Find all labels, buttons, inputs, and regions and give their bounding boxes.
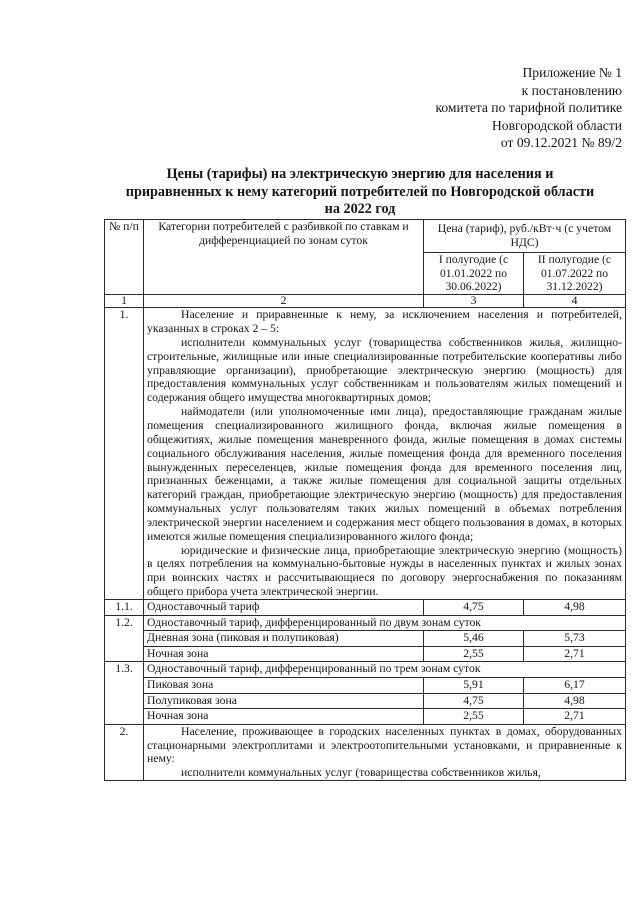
section-2-row — [105, 724, 626, 780]
section-1-row — [105, 308, 626, 600]
appendix-line: Новгородской области — [491, 117, 622, 133]
section-2-num: 2. — [105, 724, 144, 780]
zone-price-2: 6,17 — [524, 677, 626, 693]
section-1-paragraph: наймодатели (или уполномоченные ими лица), предоставляющие гражданам жилые помещения специализированного жилищного фонда, включая жилые помещения в общежитиях, жилые помещения маневренного фонда, жилые помещения в домах системы социального обслуживания населения, жилые помещения фонда для временного поселения вынужденных переселенцев, жилые помещения фонда для временного поселения лиц, признанных беженцами, а также жилые помещения для социальной защиты отдельных категорий граждан, приобретающие электрическую энергию (мощность) для предоставления коммунальных услуг пользователям таких жилых помещений в объемах потребления электрической энергии населением и содержания мест общего пользования в домах, в которых имеются жилые помещения специализированного жилого фонда; — [147, 405, 622, 543]
row-1-1-price-2: 4,98 — [524, 599, 626, 615]
zone-price-2: 4,98 — [524, 693, 626, 709]
row-1-1 — [105, 599, 626, 615]
column-number: 1 — [105, 295, 144, 308]
appendix-line: от 09.12.2021 № 89/2 — [500, 135, 622, 151]
header-price: Цена (тариф), руб./кВт·ч (с учетом НДС) — [424, 220, 626, 253]
column-numbers-row — [105, 295, 626, 308]
zone-row — [105, 677, 626, 693]
document-title — [96, 166, 624, 219]
tariff-table — [104, 219, 626, 781]
row-1-1-num: 1.1. — [105, 599, 144, 615]
zone-label: Дневная зона (пиковая и полупиковая) — [144, 631, 424, 647]
title-line: приравненных к нему категорий потребителей по Новгородской области — [125, 183, 595, 200]
appendix-line: Приложение № 1 — [522, 65, 622, 80]
zone-price-1: 2,55 — [424, 709, 524, 725]
row-1-2 — [105, 615, 626, 631]
row-1-2-label: Одноставочный тариф, дифференцированный по двум зонам суток — [144, 615, 626, 631]
appendix-block — [362, 64, 622, 152]
column-number: 4 — [524, 295, 626, 308]
section-2-text — [144, 724, 626, 780]
zone-price-1: 4,75 — [424, 693, 524, 709]
zone-price-1: 2,55 — [424, 646, 524, 662]
zone-price-2: 2,71 — [524, 646, 626, 662]
zone-row — [105, 631, 626, 647]
section-1-text — [144, 308, 626, 600]
zone-label: Ночная зона — [144, 709, 424, 725]
row-1-1-label: Одноставочный тариф — [144, 599, 424, 615]
zone-label: Пиковая зона — [144, 677, 424, 693]
row-1-3-num: 1.3. — [105, 662, 144, 724]
row-1-1-price-1: 4,75 — [424, 599, 524, 615]
section-1-paragraph: юридические и физические лица, приобретающие электрическую энергию (мощность) в целях потребления на коммунально-бытовые нужды в населенных пунктах и жилых зонах при воинских частях и рассчитывающиеся по договору энергоснабжения по показаниям общего прибора учета электрической энергии. — [147, 543, 622, 599]
row-1-3 — [105, 662, 626, 678]
zone-price-2: 2,71 — [524, 709, 626, 725]
column-number: 3 — [424, 295, 524, 308]
zone-row — [105, 709, 626, 725]
zone-label: Ночная зона — [144, 646, 424, 662]
section-2-paragraph: исполнители коммунальных услуг (товарищества собственников жилья, — [181, 766, 541, 780]
zone-price-1: 5,46 — [424, 631, 524, 647]
header-period-2: II полугодие (с 01.07.2022 по 31.12.2022) — [524, 252, 626, 295]
appendix-line: комитета по тарифной политике — [435, 100, 622, 116]
title-line: Цены (тарифы) на электрическую энергию для населения и — [166, 166, 554, 182]
zone-row — [105, 693, 626, 709]
section-2-paragraph: Население, проживающее в городских населенных пунктах в домах, оборудованных стационарными электроплитами и электроотопительными установками, и приравненные к нему: — [147, 724, 622, 766]
zone-row — [105, 646, 626, 662]
title-line: на 2022 год — [324, 201, 396, 217]
column-number: 2 — [144, 295, 424, 308]
section-1-num: 1. — [105, 308, 144, 600]
header-period-1: I полугодие (с 01.01.2022 по 30.06.2022) — [424, 252, 524, 295]
row-1-3-label: Одноставочный тариф, дифференцированный по трем зонам суток — [144, 662, 626, 678]
appendix-line: к постановлению — [521, 82, 622, 98]
header-num: № п/п — [105, 220, 144, 295]
zone-price-2: 5,73 — [524, 631, 626, 647]
header-category: Категории потребителей с разбивкой по ставкам и дифференциацией по зонам суток — [144, 220, 424, 295]
section-1-paragraph: исполнители коммунальных услуг (товарищества собственников жилья, жилищно-строительные, жилищные или иные специализированные потребительские кооперативы либо управляющие организации), приобретающие электрическую энергию (мощность) для предоставления коммунальных услуг собственникам и пользователям жилых помещений и содержания общего имущества многоквартирных домов; — [147, 335, 622, 405]
zone-label: Полупиковая зона — [144, 693, 424, 709]
section-1-paragraph: Население и приравненные к нему, за исключением населения и потребителей, указанных в строках 2 – 5: — [147, 308, 622, 336]
row-1-2-num: 1.2. — [105, 615, 144, 662]
header-row — [105, 220, 626, 253]
zone-price-1: 5,91 — [424, 677, 524, 693]
